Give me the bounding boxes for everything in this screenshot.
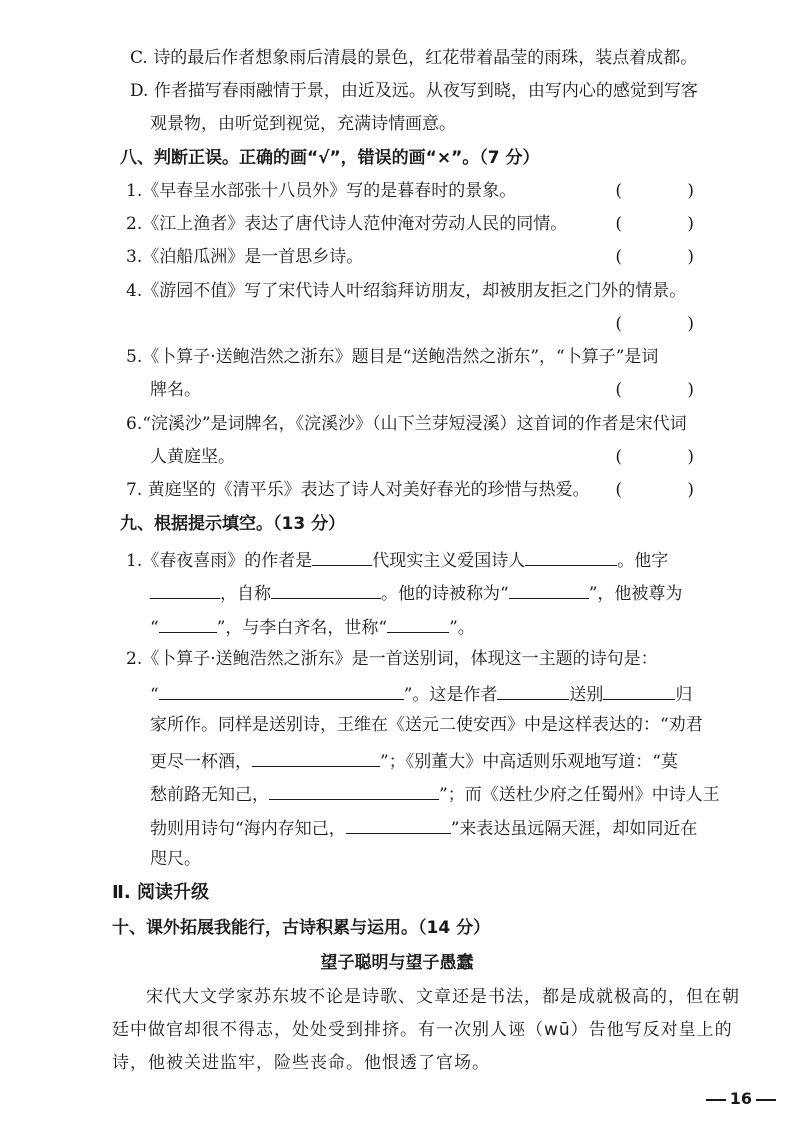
text: 。他的诗被称为“ <box>381 584 509 604</box>
s9-q1-line2 <box>150 580 682 605</box>
text: 1.《春夜喜雨》的作者是 <box>126 551 313 571</box>
story-line-1: 宋代大文学家苏东坡不论是诗歌、文章还是书法，都是成就极高的，但在朝 <box>146 987 740 1007</box>
page-number <box>702 1089 780 1108</box>
answer-paren-3[interactable]: ( ) <box>615 247 724 267</box>
blank-self-title[interactable] <box>271 580 381 599</box>
dash-right <box>756 1099 776 1101</box>
s9-q2-line4 <box>150 748 678 773</box>
answer-paren-7[interactable]: ( ) <box>615 480 724 500</box>
blank-poems-called[interactable] <box>509 580 589 599</box>
text: “ <box>150 618 159 638</box>
section-10-title: 十、课外拓展我能行，古诗积累与运用。（14 分） <box>112 918 491 938</box>
blank-known-as[interactable] <box>387 614 449 633</box>
page-number-value: 16 <box>729 1089 752 1108</box>
s8-item-5-line2: 牌名。 <box>150 380 201 400</box>
text: 归 <box>675 685 693 705</box>
text: 更尽一杯酒， <box>150 752 252 772</box>
text: ”。这是作者 <box>403 685 498 705</box>
s9-q2-line5 <box>150 781 720 806</box>
answer-paren-4[interactable]: ( ) <box>615 314 724 334</box>
s8-item-4: 4.《游园不值》写了宋代诗人叶绍翁拜访朋友，却被朋友拒之门外的情景。 <box>126 281 687 301</box>
s9-q2-line6 <box>150 815 697 840</box>
s8-item-3: 3.《泊船瓜洲》是一首思乡诗。 <box>126 247 364 267</box>
s8-item-6-line2: 人黄庭坚。 <box>150 447 235 467</box>
section-9-title: 九、根据提示填空。（13 分） <box>120 514 346 534</box>
text: ”。 <box>449 618 475 638</box>
option-d-line1: D. 作者描写春雨融情于景，由近及远。从夜写到晓，由写内心的感觉到写客 <box>130 81 698 101</box>
text: 送别 <box>569 685 604 705</box>
text: ”，他被尊为 <box>588 584 683 604</box>
s9-q1-line3 <box>150 614 475 639</box>
s8-item-6-line1: 6.“浣溪沙”是词牌名，《浣溪沙》（山下兰芽短浸溪）这首词的作者是宋代词 <box>126 414 687 434</box>
text: 愁前路无知己， <box>150 785 269 805</box>
s9-q1-line1 <box>126 547 668 572</box>
option-c: C. 诗的最后作者想象雨后清晨的景色，红花带着晶莹的雨珠，装点着成都。 <box>130 48 698 68</box>
text: ”，与李白齐名，世称“ <box>216 618 388 638</box>
story-line-3: 诗，他被关进监牢，险些丧命。他恨透了官场。 <box>112 1053 490 1073</box>
s9-q2-line3: 家所作。同样是送别诗，王维在《送元二使安西》中是这样表达的：“劝君 <box>150 715 703 735</box>
option-d-line2: 观景物，由听觉到视觉，充满诗情画意。 <box>150 114 456 134</box>
blank-friend[interactable] <box>603 681 675 700</box>
section-8-title: 八、判断正误。正确的画“√”，错误的画“×”。（7 分） <box>120 148 540 168</box>
answer-paren-2[interactable]: ( ) <box>615 214 724 234</box>
s9-q2-line2 <box>150 681 692 706</box>
part-2-title: Ⅱ. 阅读升级 <box>112 882 209 903</box>
blank-wangwei-verse[interactable] <box>252 748 380 767</box>
s8-item-7: 7. 黄庭坚的《清平乐》表达了诗人对美好春光的珍惜与热爱。 <box>126 480 590 500</box>
s8-item-1: 1.《早春呈水部张十八员外》写的是暮春时的景象。 <box>126 181 517 201</box>
s9-q2-line1: 2.《卜算子·送鲍浩然之浙东》是一首送别词，体现这一主题的诗句是： <box>126 649 658 669</box>
text: “ <box>150 685 159 705</box>
blank-gaoshi-verse[interactable] <box>269 781 439 800</box>
blank-wangbo-verse[interactable] <box>346 815 451 834</box>
blank-theme-verse[interactable] <box>159 681 404 700</box>
blank-courtesy-name[interactable] <box>150 580 220 599</box>
s8-item-2: 2.《江上渔者》表达了唐代诗人范仲淹对劳动人民的同情。 <box>126 214 568 234</box>
dash-left <box>706 1099 726 1101</box>
answer-paren-6[interactable]: ( ) <box>615 447 724 467</box>
text: ”；而《送杜少府之任蜀州》中诗人王 <box>439 785 720 805</box>
story-title: 望子聪明与望子愚蠢 <box>320 953 474 973</box>
text: ”来表达虽远隔天涯，却如同近在 <box>450 819 698 839</box>
blank-author[interactable] <box>497 681 569 700</box>
text: ，自称 <box>220 584 271 604</box>
s8-item-5-line1: 5.《卜算子·送鲍浩然之浙东》题目是“送鲍浩然之浙东”，“卜算子”是词 <box>126 347 659 367</box>
answer-paren-1[interactable]: ( ) <box>615 181 724 201</box>
text: 勃则用诗句“海内存知己， <box>150 819 346 839</box>
s9-q2-line7: 咫尺。 <box>150 849 201 869</box>
blank-poet-name[interactable] <box>525 547 617 566</box>
text: 。他字 <box>617 551 669 571</box>
text: ”；《别董大》中高适则乐观地写道：“莫 <box>380 752 678 772</box>
blank-dynasty[interactable] <box>312 547 372 566</box>
story-line-2: 廷中做官却很不得志，处处受到排挤。有一次别人诬（wū）告他写反对皇上的 <box>112 1020 733 1040</box>
text: 代现实主义爱国诗人 <box>372 551 526 571</box>
blank-honored-as[interactable] <box>159 614 217 633</box>
answer-paren-5[interactable]: ( ) <box>615 380 724 400</box>
